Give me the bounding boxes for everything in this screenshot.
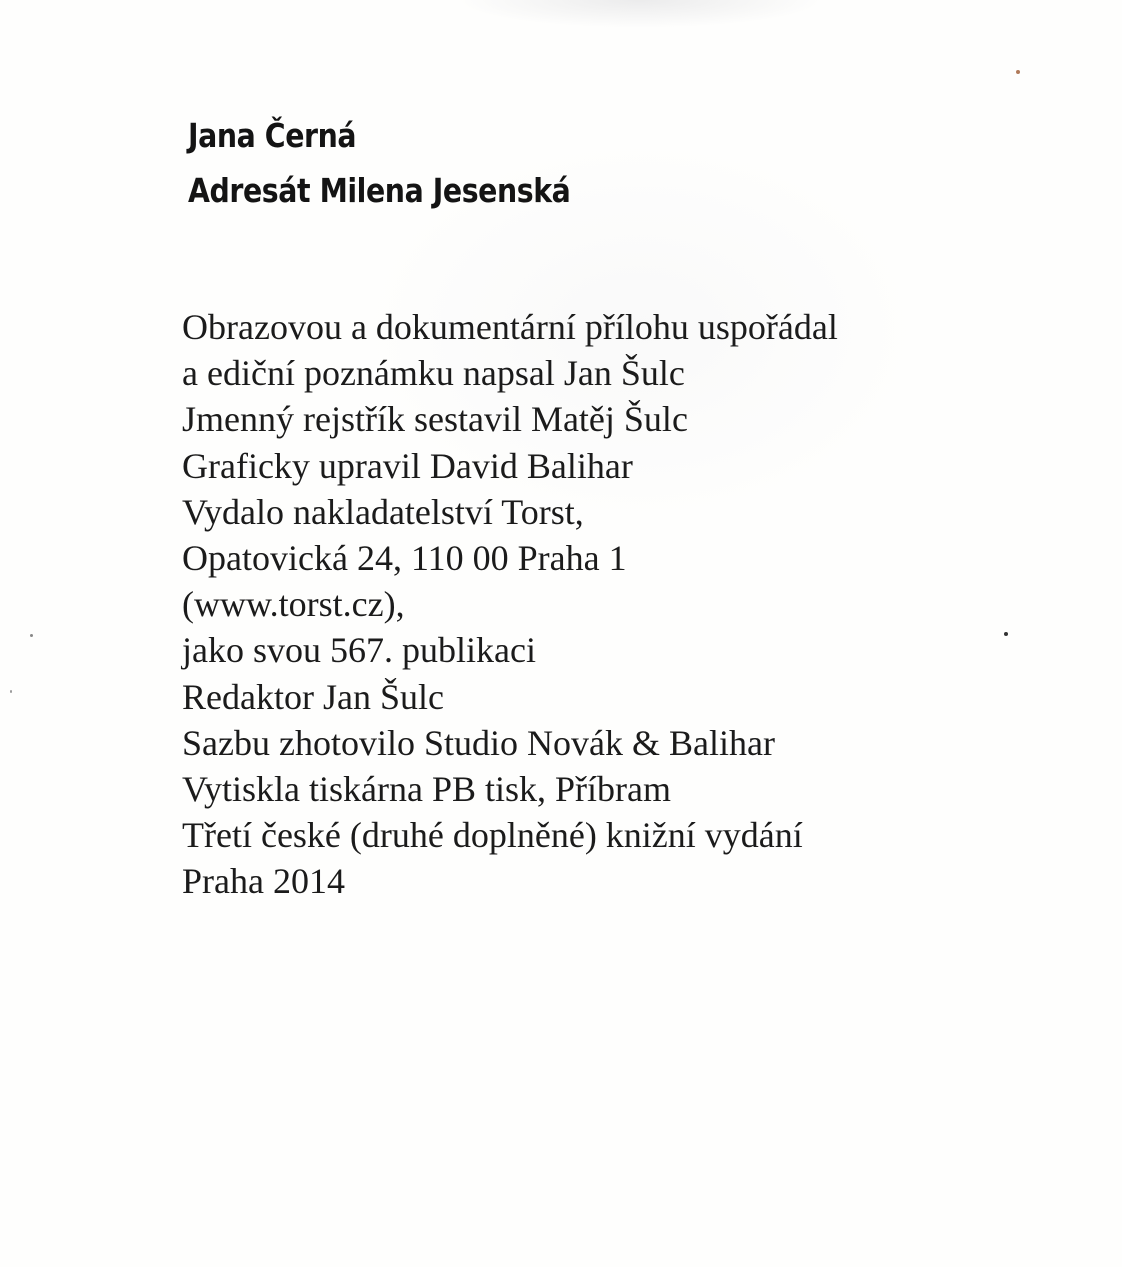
- imprint-line: (www.torst.cz),: [182, 584, 405, 625]
- author-name: Jana Černá: [188, 116, 357, 155]
- imprint-line: Vytiskla tiskárna PB tisk, Příbram: [182, 769, 671, 810]
- ink-speck: [10, 690, 12, 693]
- ink-speck: [30, 634, 33, 637]
- imprint-line: Praha 2014: [182, 861, 345, 902]
- book-header: [188, 108, 570, 218]
- imprint-line: Redaktor Jan Šulc: [182, 676, 444, 717]
- imprint-line: Sazbu zhotovilo Studio Novák & Balihar: [182, 722, 775, 763]
- imprint-line: jako svou 567. publikaci: [182, 630, 536, 671]
- imprint-line: Jmenný rejstřík sestavil Matěj Šulc: [182, 399, 688, 440]
- imprint-line: Opatovická 24, 110 00 Praha 1: [182, 538, 627, 579]
- imprint-line: Graficky upravil David Balihar: [182, 445, 633, 486]
- ink-speck: [1016, 70, 1020, 74]
- imprint-block: [182, 304, 838, 905]
- ink-speck: [1004, 632, 1008, 636]
- imprint-line: a ediční poznámku napsal Jan Šulc: [182, 353, 685, 394]
- imprint-line: Obrazovou a dokumentární přílohu uspořádal: [182, 307, 838, 347]
- imprint-line: Třetí české (druhé doplněné) knižní vydání: [182, 815, 803, 856]
- imprint-line: Vydalo nakladatelství Torst,: [182, 491, 584, 532]
- book-title: Adresát Milena Jesenská: [188, 171, 571, 210]
